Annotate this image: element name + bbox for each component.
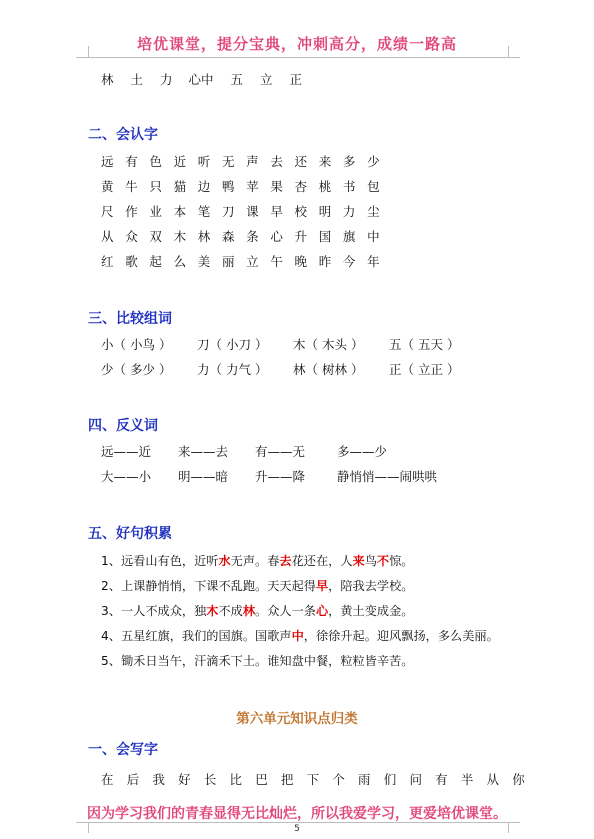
footer-slogan: 因为学习我们的青春显得无比灿烂，所以我爱学习，更爱培优课堂。 [87,806,507,822]
char: 明 [318,204,332,219]
char: 心中 [188,72,214,87]
compare-item: 木（ 木头 ） [293,337,364,352]
page-header-title: 培优课堂，提分宝典，冲刺高分，成绩一路高 [136,35,457,53]
char: 心 [270,229,283,244]
char: 远 [101,154,114,169]
char: 长 [203,772,217,787]
char: 旗 [342,229,356,244]
char: 从 [486,772,500,787]
highlighted-char: 去 [279,554,292,568]
char: 少 [367,154,380,169]
crop-mark [508,822,520,823]
crop-mark [508,46,509,57]
char: 比 [229,772,243,787]
char: 下 [306,772,320,787]
char: 刀 [221,204,235,219]
sentence-line [101,553,499,569]
char: 歌 [125,254,138,269]
sentence-text: 不成 [218,604,243,618]
char-row [101,204,391,220]
char: 牛 [125,179,138,194]
char: 果 [270,179,283,194]
sentence-text: 花还在，人 [291,554,353,568]
recognition-char-grid [101,154,391,270]
sentence-text: 鸟 [364,554,377,568]
char: 昨 [318,254,332,269]
highlighted-char: 不 [376,554,390,568]
crop-mark [76,822,88,823]
char: 巴 [255,772,268,787]
antonym-pair: 多——少 [337,444,388,459]
antonym-row [101,444,437,460]
highlighted-char: 水 [218,554,231,568]
char-row [101,254,391,270]
sentence-line [101,653,499,669]
char: 后 [126,772,140,787]
char: 正 [289,72,303,87]
antonym-pair: 大——小 [101,469,152,484]
crop-mark [76,57,88,58]
char: 升 [294,229,308,244]
sentence-text: ，徐徐升起。迎风飘扬，多么美丽。 [303,629,499,643]
char: 么 [173,254,187,269]
char: 中 [367,229,380,244]
char: 今 [342,254,356,269]
char: 桃 [318,179,332,194]
char: 尘 [367,204,380,219]
char: 鸭 [221,179,235,194]
antonym-pair: 远——近 [101,444,152,459]
char: 只 [149,179,162,194]
char: 早 [270,204,283,219]
char: 力 [160,72,173,87]
sentence-text: 4、五星红旗，我们的国旗。国歌声 [101,629,292,643]
char: 校 [294,204,308,219]
compare-item: 小（ 小鸟 ） [101,337,172,352]
antonym-pair: 有——无 [255,444,306,459]
char: 包 [367,179,380,194]
char: 杏 [294,179,308,194]
sentence-text: 惊。 [389,554,414,568]
compare-words [101,337,485,378]
writing-chars [101,770,525,788]
char-row [101,154,391,170]
char: 书 [342,179,356,194]
char: 雨 [358,772,371,787]
char: 业 [149,204,162,219]
section-heading: 二、会认字 [88,127,158,143]
char: 森 [221,229,235,244]
char: 尺 [101,204,114,219]
char: 问 [409,772,422,787]
antonym-pair: 静悄悄——闹哄哄 [337,469,438,484]
highlighted-char: 林 [242,604,256,618]
antonym-pair: 来——去 [178,444,229,459]
char: 林 [197,229,211,244]
char: 木 [173,229,187,244]
char: 听 [197,154,211,169]
compare-item: 正（ 立正 ） [389,362,460,377]
char: 从 [101,229,114,244]
char: 无 [221,154,235,169]
char: 作 [125,204,138,219]
crop-mark [508,57,520,58]
char: 起 [149,254,162,269]
sentence-text: 3、一人不成众，独 [101,604,207,618]
char: 边 [197,179,211,194]
char: 红 [101,254,114,269]
char-row [101,179,391,195]
char: 近 [173,154,187,169]
char: 好 [178,772,191,787]
char: 国 [318,229,332,244]
compare-item: 少（ 多少 ） [101,362,172,377]
sentence-text: 无声。春 [230,554,280,568]
section-heading: 一、会写字 [88,742,158,758]
char: 年 [367,254,380,269]
compare-item: 刀（ 小刀 ） [197,337,268,352]
compare-item: 五（ 五天 ） [389,337,460,352]
sentence-text: 2、上课静悄悄，下课不乱跑。天天起得 [101,579,316,593]
char: 苹 [246,179,259,194]
char: 立 [260,72,273,87]
compare-row [101,362,485,378]
sentence-text: ，黄土变成金。 [328,604,414,618]
sentence-text: 1、远看山有色，近听 [101,554,219,568]
char: 黄 [101,179,114,194]
sentence-text: ，陪我去学校。 [328,579,414,593]
char: 众 [125,229,138,244]
char: 笔 [197,204,211,219]
char-row [101,229,391,245]
sentence-text: 。众人一条 [255,604,316,618]
char: 五 [230,72,244,87]
char: 来 [318,154,332,169]
highlighted-char: 中 [291,629,304,643]
highlighted-char: 木 [206,604,219,618]
char: 个 [332,772,345,787]
char: 美 [197,254,211,269]
char: 条 [246,229,259,244]
section-heading: 四、反义词 [88,418,158,434]
antonyms [101,444,437,485]
char: 去 [270,154,283,169]
char: 多 [342,154,356,169]
char: 把 [280,772,294,787]
section-heading: 五、好句积累 [88,526,172,542]
char: 力 [342,204,356,219]
footer-rule [88,822,508,823]
char: 们 [383,772,397,787]
header-rule [88,57,508,58]
good-sentences-list [101,553,499,678]
sentence-line [101,603,499,619]
sentence-text: 5、锄禾日当午，汗滴禾下土。谁知盘中餐，粒粒皆辛苦。 [101,654,414,668]
char: 午 [270,254,283,269]
compare-row [101,337,485,353]
compare-item: 力（ 力气 ） [197,362,268,377]
char: 双 [149,229,162,244]
unit-title: 第六单元知识点归类 [236,711,358,727]
char: 还 [294,154,308,169]
char: 课 [246,204,259,219]
top-char-row [101,72,302,88]
char: 声 [246,154,259,169]
compare-item: 林（ 树林 ） [293,362,364,377]
char: 本 [173,204,187,219]
char: 你 [512,772,525,787]
crop-mark [88,46,89,57]
sentence-line [101,628,499,644]
char: 丽 [221,254,235,269]
section-heading: 三、比较组词 [88,311,172,327]
char: 林 [101,72,114,87]
char: 有 [435,772,448,787]
sentence-line [101,578,499,594]
highlighted-char: 早 [315,579,329,593]
page-number: 5 [294,824,300,834]
char: 在 [101,772,114,787]
char: 猫 [173,179,187,194]
antonym-pair: 升——降 [255,469,306,484]
antonym-row [101,469,437,485]
char: 有 [125,154,138,169]
char: 我 [152,772,165,787]
char: 土 [130,72,144,87]
char: 晚 [294,254,308,269]
char: 半 [460,772,474,787]
char: 色 [149,154,162,169]
char: 立 [246,254,259,269]
highlighted-char: 心 [315,604,329,618]
highlighted-char: 来 [352,554,365,568]
antonym-pair: 明——暗 [178,469,229,484]
